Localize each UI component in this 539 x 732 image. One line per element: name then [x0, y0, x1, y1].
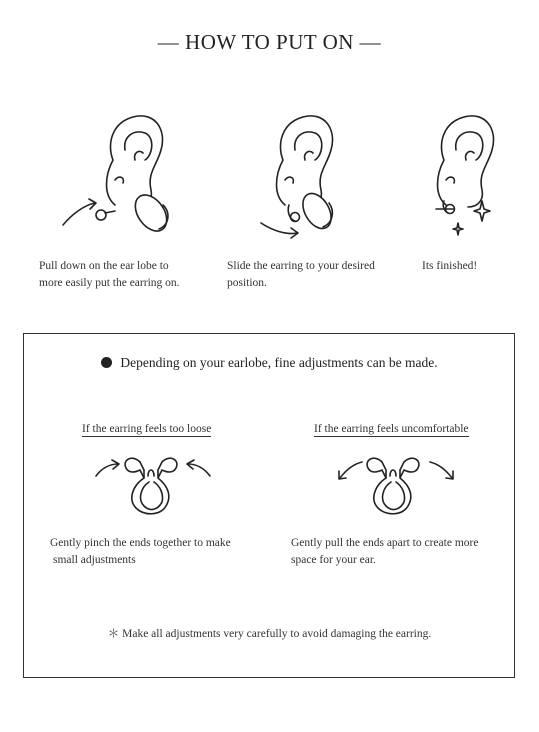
step-3-caption-line1: Its finished! — [422, 260, 478, 272]
pull-apart-illustration — [334, 448, 464, 520]
uncomfortable-instructions-line1: Gently pull the ends apart to create more — [291, 537, 479, 549]
adjustments-intro-text: Depending on your earlobe, fine adjustments can be made. — [120, 355, 438, 370]
step-1-illustration — [55, 105, 185, 240]
step-1-caption-line1: Pull down on the ear lobe to — [39, 260, 169, 272]
uncomfortable-instructions — [291, 535, 478, 569]
bullet-dot-icon — [101, 357, 112, 368]
step-2-caption-line1: Slide the earring to your desired — [227, 260, 375, 272]
page-title: — HOW TO PUT ON — — [157, 30, 382, 54]
loose-instructions-line1: Gently pinch the ends together to make — [50, 537, 231, 549]
step-2-caption-line2: position. — [227, 277, 267, 289]
earring-pinch-icon — [92, 448, 222, 520]
step-1-caption-line2: more easily put the earring on. — [39, 277, 180, 289]
earring-pull-apart-icon — [334, 448, 464, 520]
uncomfortable-instructions-line2: space for your ear. — [291, 554, 376, 566]
pinch-illustration — [92, 448, 222, 520]
step-2-caption — [227, 258, 375, 292]
ear-pull-lobe-icon — [55, 105, 185, 240]
step-1-caption — [39, 258, 180, 292]
step-2-illustration — [225, 105, 355, 240]
step-3-caption — [422, 258, 477, 275]
loose-heading: If the earring feels too loose — [82, 423, 212, 435]
adjustments-intro — [0, 355, 539, 371]
uncomfortable-heading: If the earring feels uncomfortable — [314, 423, 469, 435]
ear-finished-icon — [410, 105, 510, 240]
ear-slide-earring-icon — [225, 105, 355, 240]
loose-instructions-line2: small adjustments — [53, 554, 136, 566]
footnote: ＊ Make all adjustments very carefully to avoid damaging the earring. — [107, 628, 432, 640]
loose-instructions — [50, 535, 231, 569]
step-3-illustration — [410, 105, 510, 240]
